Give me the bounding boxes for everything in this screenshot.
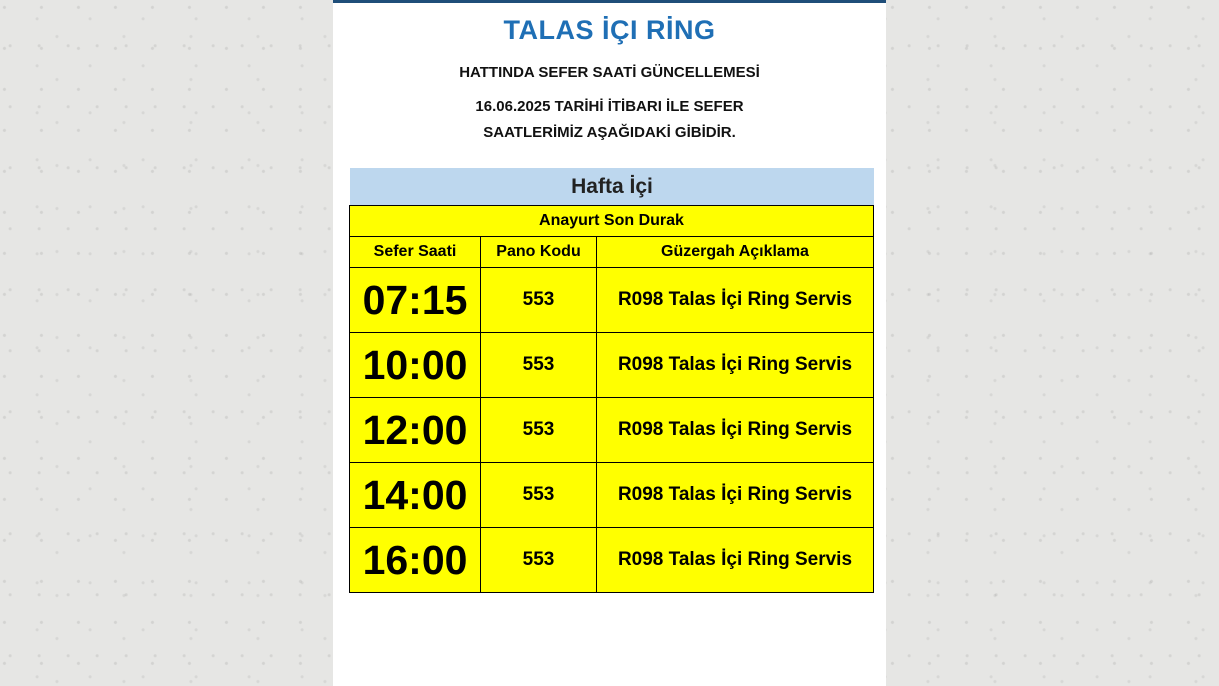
departure-time: 10:00: [350, 333, 481, 398]
notice-subtitle: HATTINDA SEFER SAATİ GÜNCELLEMESİ: [459, 64, 760, 81]
stop-name: Anayurt Son Durak: [350, 206, 874, 237]
departure-time: 14:00: [350, 463, 481, 528]
weekday-section-header: Hafta İçi: [350, 168, 874, 205]
route-description: R098 Talas İçi Ring Servis: [597, 463, 874, 528]
notice-info-line: SAATLERİMİZ AŞAĞIDAKİ GİBİDİR.: [483, 124, 736, 141]
notice-date-line: 16.06.2025 TARİHİ İTİBARI İLE SEFER: [475, 98, 744, 115]
table-row: [350, 528, 874, 593]
stop-row: [350, 206, 874, 237]
board-code: 553: [481, 333, 597, 398]
departure-time: 07:15: [350, 268, 481, 333]
column-header-code: Pano Kodu: [481, 237, 597, 268]
table-row: [350, 268, 874, 333]
notice-sheet: [333, 0, 886, 686]
table-row: [350, 333, 874, 398]
board-code: 553: [481, 528, 597, 593]
route-description: R098 Talas İçi Ring Servis: [597, 528, 874, 593]
route-description: R098 Talas İçi Ring Servis: [597, 398, 874, 463]
notice-title: TALAS İÇI RİNG: [503, 15, 716, 45]
schedule-table: [349, 205, 874, 593]
column-header-route: Güzergah Açıklama: [597, 237, 874, 268]
route-description: R098 Talas İçi Ring Servis: [597, 268, 874, 333]
departure-time: 16:00: [350, 528, 481, 593]
table-row: [350, 463, 874, 528]
board-code: 553: [481, 268, 597, 333]
board-code: 553: [481, 463, 597, 528]
column-header-time: Sefer Saati: [350, 237, 481, 268]
departure-time: 12:00: [350, 398, 481, 463]
table-row: [350, 398, 874, 463]
route-description: R098 Talas İçi Ring Servis: [597, 333, 874, 398]
board-code: 553: [481, 398, 597, 463]
table-header-row: [350, 237, 874, 268]
